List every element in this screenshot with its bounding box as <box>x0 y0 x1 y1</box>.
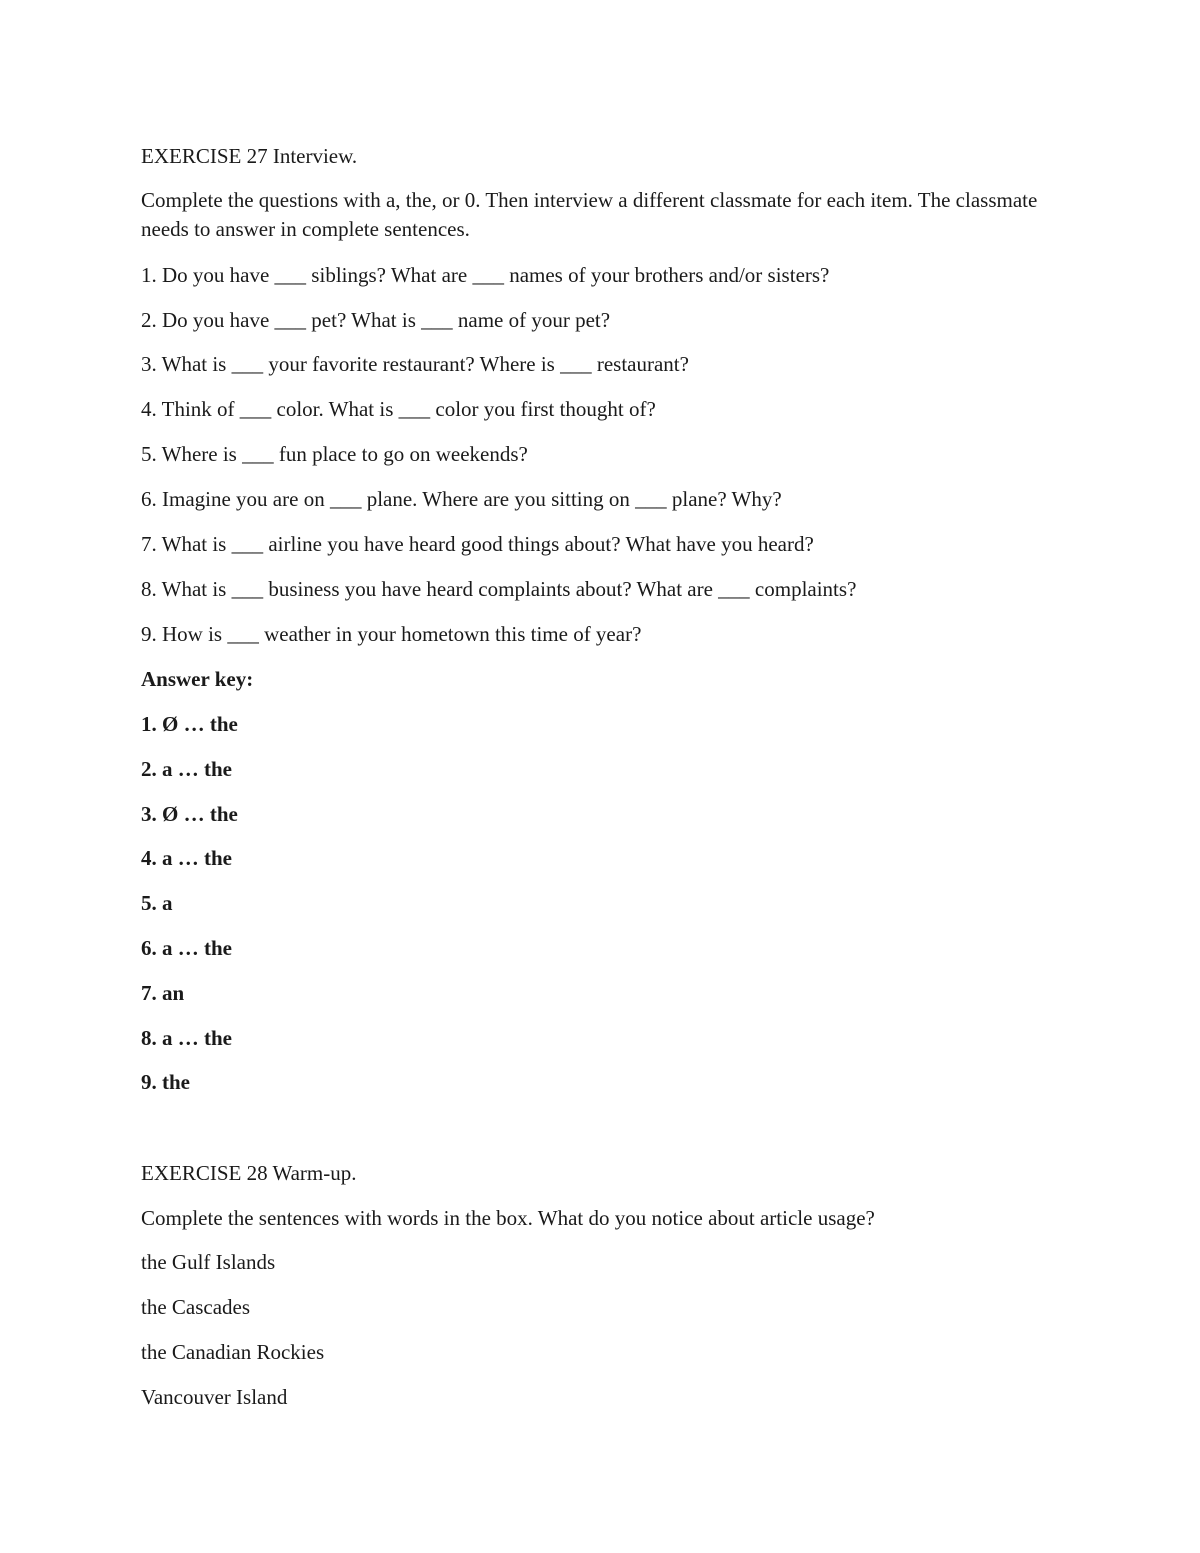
answer-7: 7. an <box>141 981 185 1005</box>
answer-9: 9. the <box>141 1070 190 1094</box>
box-word-1: the Gulf Islands <box>141 1250 276 1274</box>
question-7: 7. What is ___ airline you have heard good things about? What have you heard? <box>141 532 814 556</box>
exercise-28-instructions: Complete the sentences with words in the box. What do you notice about article usage? <box>141 1206 875 1230</box>
answer-key-heading: Answer key: <box>141 667 254 691</box>
question-3: 3. What is ___ your favorite restaurant? Where is ___ restaurant? <box>141 352 689 376</box>
answer-4: 4. a … the <box>141 846 232 870</box>
box-word-3: the Canadian Rockies <box>141 1340 325 1364</box>
box-word-2: the Cascades <box>141 1295 251 1319</box>
exercise-27-instructions: Complete the questions with a, the, or 0. Then interview a different classmate for each item. The classmate needs to answer in complete sentences. <box>141 188 1038 241</box>
question-5: 5. Where is ___ fun place to go on weekends? <box>141 442 528 466</box>
question-2: 2. Do you have ___ pet? What is ___ name of your pet? <box>141 308 611 332</box>
answer-3: 3. Ø … the <box>141 802 238 826</box>
question-1: 1. Do you have ___ siblings? What are ___ names of your brothers and/or sisters? <box>141 263 830 287</box>
answer-2: 2. a … the <box>141 757 232 781</box>
answer-5: 5. a <box>141 891 173 915</box>
exercise-27-title: EXERCISE 27 Interview. <box>141 144 358 168</box>
answer-1: 1. Ø … the <box>141 712 238 736</box>
answer-8: 8. a … the <box>141 1026 232 1050</box>
question-6: 6. Imagine you are on ___ plane. Where are you sitting on ___ plane? Why? <box>141 487 782 511</box>
exercise-28-title: EXERCISE 28 Warm-up. <box>141 1161 357 1185</box>
question-9: 9. How is ___ weather in your hometown this time of year? <box>141 622 642 646</box>
answer-6: 6. a … the <box>141 936 232 960</box>
question-8: 8. What is ___ business you have heard complaints about? What are ___ complaints? <box>141 577 857 601</box>
box-word-4: Vancouver Island <box>141 1385 288 1409</box>
question-4: 4. Think of ___ color. What is ___ color you first thought of? <box>141 397 656 421</box>
